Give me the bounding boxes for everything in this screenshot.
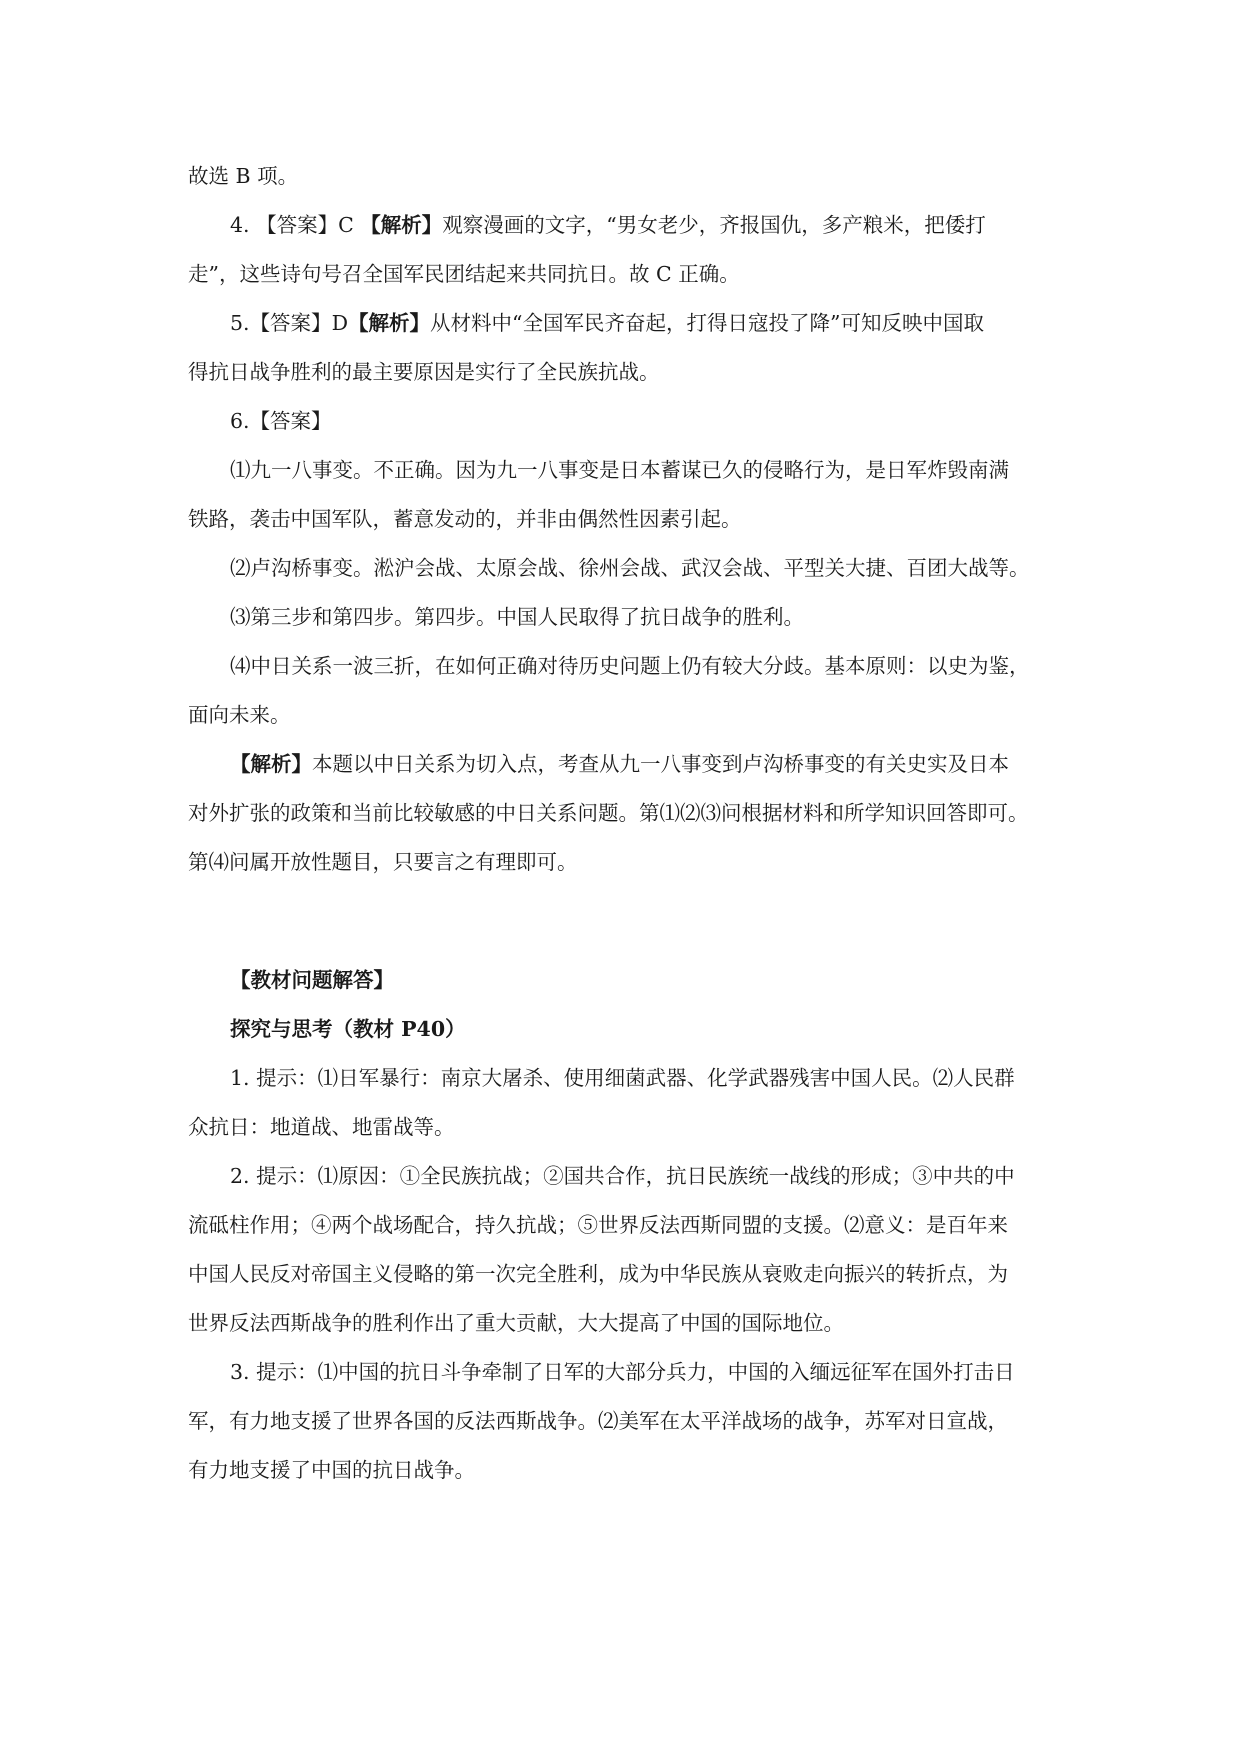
answer-tag: 【答案】 <box>249 311 332 335</box>
answers-section <box>188 152 1068 887</box>
answer-5-analysis-text: 从材料中“全国军民齐奋起，打得日寇投了降”可知反映中国取 <box>430 311 984 335</box>
answer-6-part-1-line-2: 铁路，袭击中国军队，蓄意发动的，并非由偶然性因素引起。 <box>188 507 742 531</box>
answer-5-number: 5. <box>230 311 250 335</box>
answer-4-line-2: 走”，这些诗句号召全国军民团结起来共同抗日。故 C 正确。 <box>188 262 740 286</box>
section-title: 【教材问题解答】 <box>230 968 394 992</box>
textbook-section <box>188 956 1068 1495</box>
subsection-title: 探究与思考（教材 P40） <box>230 1017 466 1041</box>
textbook-item-2-line-4: 世界反法西斯战争的胜利作出了重大贡献，大大提高了中国的国际地位。 <box>188 1311 844 1335</box>
answer-4-number: 4. <box>230 213 257 237</box>
answer-6-analysis-line-1 <box>188 740 1068 789</box>
answer-5-line-1 <box>188 299 1068 348</box>
answer-4-analysis-text: 观察漫画的文字，“男女老少，齐报国仇，多产粮米，把倭打 <box>442 213 986 237</box>
analysis-tag: 【解析】 <box>348 311 430 335</box>
answer-6-part-1-line-1: ⑴九一八事变。不正确。因为九一八事变是日本蓄谋已久的侵略行为，是日军炸毁南满 <box>230 458 1009 482</box>
answer-4-line-1 <box>188 201 1068 250</box>
answer-6-header <box>188 397 1068 446</box>
textbook-item-3-line-3: 有力地支援了中国的抗日战争。 <box>188 1458 475 1482</box>
answer-3-tail: 故选 B 项。 <box>188 164 299 188</box>
textbook-item-2-line-3: 中国人民反对帝国主义侵略的第一次完全胜利，成为中华民族从衰败走向振兴的转折点，为 <box>188 1262 1008 1286</box>
answer-5-choice: D <box>331 311 348 335</box>
answer-5-line-2: 得抗日战争胜利的最主要原因是实行了全民族抗战。 <box>188 360 660 384</box>
answer-6-analysis-line-3: 第⑷问属开放性题目，只要言之有理即可。 <box>188 850 578 874</box>
answer-6-analysis-text: 本题以中日关系为切入点，考查从九一八事变到卢沟桥事变的有关史实及日本 <box>312 752 1009 776</box>
analysis-tag: 【解析】 <box>230 752 312 776</box>
answer-6-part-4-line-1: ⑷中日关系一波三折，在如何正确对待历史问题上仍有较大分歧。基本原则：以史为鉴， <box>230 654 1030 678</box>
answer-6-part-4-line-2: 面向未来。 <box>188 703 291 727</box>
textbook-item-3-line-2: 军，有力地支援了世界各国的反法西斯战争。⑵美军在太平洋战场的战争，苏军对日宣战， <box>188 1409 1008 1433</box>
answer-4-choice: C <box>338 213 361 237</box>
answer-6-number: 6. <box>230 409 250 433</box>
answer-6-part-3: ⑶第三步和第四步。第四步。中国人民取得了抗日战争的胜利。 <box>230 605 804 629</box>
textbook-item-2-line-2: 流砥柱作用；④两个战场配合，持久抗战；⑤世界反法西斯同盟的支援。⑵意义：是百年来 <box>188 1213 1008 1237</box>
answer-6-part-2: ⑵卢沟桥事变。淞沪会战、太原会战、徐州会战、武汉会战、平型关大捷、百团大战等。 <box>230 556 1030 580</box>
textbook-item-1-line-1: 1. 提示：⑴日军暴行：南京大屠杀、使用细菌武器、化学武器残害中国人民。⑵人民群 <box>230 1066 1015 1090</box>
analysis-tag: 【解析】 <box>360 213 443 237</box>
textbook-item-1-line-2: 众抗日：地道战、地雷战等。 <box>188 1115 455 1139</box>
textbook-item-2-line-1: 2. 提示：⑴原因：①全民族抗战；②国共合作，抗日民族统一战线的形成；③中共的中 <box>230 1164 1015 1188</box>
textbook-item-3-line-1: 3. 提示：⑴中国的抗日斗争牵制了日军的大部分兵力，中国的入缅远征军在国外打击日 <box>230 1360 1015 1384</box>
answer-6-analysis-line-2: 对外扩张的政策和当前比较敏感的中日关系问题。第⑴⑵⑶问根据材料和所学知识回答即可。 <box>188 801 1029 825</box>
answer-tag: 【答案】 <box>249 409 332 433</box>
answer-tag: 【答案】 <box>256 213 339 237</box>
